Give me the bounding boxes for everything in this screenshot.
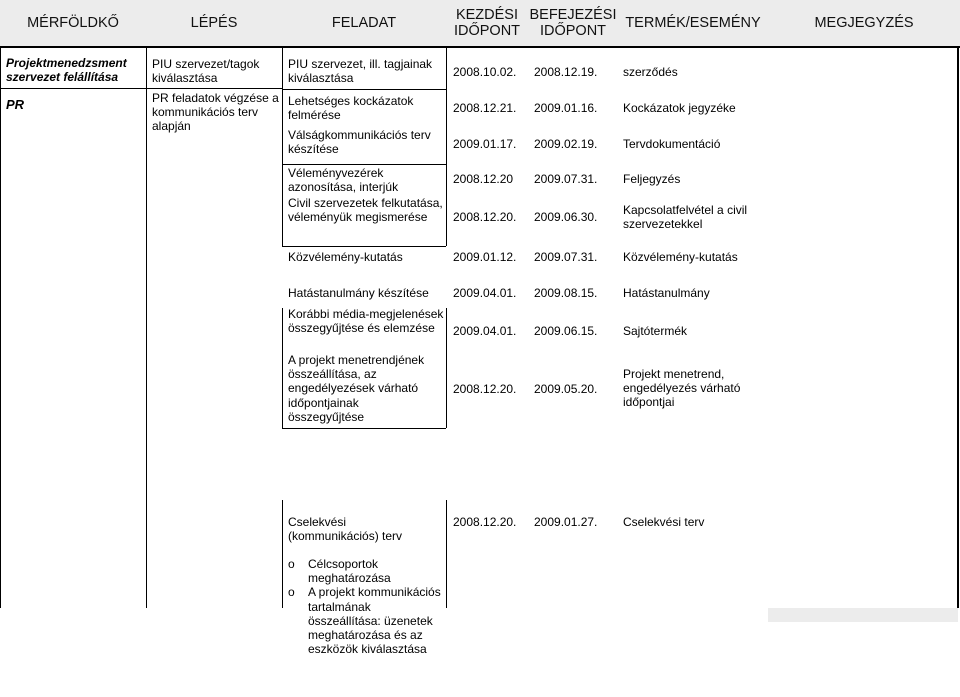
start-date: 2008.12.20.: [453, 515, 517, 529]
grid-line: [446, 500, 447, 608]
bullet-text: A projekt kommunikációs tartalmának összeállítása: üzenetek meghatározása és az eszközök kiválasztása: [308, 585, 441, 657]
product-event: Kapcsolatfelvétel a civil szervezetekkel: [623, 203, 748, 232]
grid-line: [282, 89, 446, 90]
grid-line: [446, 308, 447, 428]
start-date: 2008.10.02.: [453, 65, 517, 79]
product-event: szerződés: [623, 65, 678, 79]
grid-line: [0, 46, 1, 608]
end-date: 2009.07.31.: [534, 250, 598, 264]
end-date: 2009.01.27.: [534, 515, 598, 529]
start-date: 2009.01.17.: [453, 137, 517, 151]
bullet-item: [268, 557, 446, 585]
task-impact-study: Hatástanulmány készítése: [288, 286, 429, 300]
grid-line: [446, 46, 447, 246]
start-date: 2008.12.20: [453, 172, 514, 186]
step-pr-tasks: PR feladatok végzése a kommunikációs terv alapján: [152, 91, 279, 134]
start-date: 2008.12.20.: [453, 210, 517, 224]
end-date: 2008.12.19.: [534, 65, 598, 79]
end-date: 2009.05.20.: [534, 382, 598, 396]
product-event: Cselekvési terv: [623, 515, 705, 529]
header-notes: MEGJEGYZÉS: [814, 15, 914, 31]
step-piu-selection: PIU szervezet/tagok kiválasztása: [152, 57, 260, 86]
start-date: 2008.12.20.: [453, 382, 517, 396]
action-plan-bullets: [268, 557, 446, 656]
task-crisis-plan: Válságkommunikációs terv készítése: [288, 128, 431, 157]
end-date: 2009.08.15.: [534, 286, 598, 300]
end-date: 2009.06.15.: [534, 324, 598, 338]
end-date: 2009.02.19.: [534, 137, 598, 151]
product-event: Projekt menetrend, engedélyezés várható időpontjai: [623, 367, 741, 410]
task-civil-organizations: Civil szervezetek felkutatása, véleményük megismerése: [288, 196, 443, 225]
milestone-project-management: Projektmenedzsment szervezet felállítása: [6, 56, 127, 85]
product-event: Közvélemény-kutatás: [623, 250, 738, 264]
task-opinion-leaders: Véleményvezérek azonosítása, interjúk: [288, 166, 399, 195]
task-project-schedule: A projekt menetrendjének összeállítása, az engedélyezések várható időpontjainak összegyűjtése: [288, 353, 425, 424]
grid-line: [957, 46, 959, 608]
header-product-event: TERMÉK/ESEMÉNY: [625, 15, 761, 31]
end-date: 2009.01.16.: [534, 101, 598, 115]
product-event: Kockázatok jegyzéke: [623, 101, 736, 115]
start-date: 2009.04.01.: [453, 324, 517, 338]
milestone-pr: PR: [6, 97, 25, 112]
task-risk-assessment: Lehetséges kockázatok felmérése: [288, 94, 414, 123]
notes-shade: [768, 608, 958, 622]
bullet-text: Célcsoportok meghatározása: [308, 557, 391, 586]
bullet-item: [268, 585, 446, 656]
grid-line: [146, 46, 147, 608]
header-start-date: KEZDÉSI IDŐPONT: [453, 7, 521, 39]
grid-line: [282, 308, 283, 428]
product-event: Feljegyzés: [623, 172, 681, 186]
header-milestone: MÉRFÖLDKŐ: [27, 15, 119, 31]
header-task: FELADAT: [331, 15, 397, 31]
start-date: 2008.12.21.: [453, 101, 517, 115]
grid-line: [282, 164, 446, 165]
bullet-marker: o: [288, 557, 295, 571]
bullet-marker: o: [288, 585, 295, 600]
end-date: 2009.07.31.: [534, 172, 598, 186]
grid-line: [282, 428, 446, 429]
task-public-survey: Közvélemény-kutatás: [288, 250, 403, 264]
product-event: Hatástanulmány: [623, 286, 710, 300]
task-piu-members: PIU szervezet, ill. tagjainak kiválasztása: [288, 57, 433, 86]
grid-line: [0, 46, 960, 48]
start-date: 2009.04.01.: [453, 286, 517, 300]
product-event: Sajtótermék: [623, 324, 688, 338]
grid-line: [282, 246, 446, 247]
start-date: 2009.01.12.: [453, 250, 517, 264]
grid-line: [0, 88, 282, 89]
header-step: LÉPÉS: [190, 15, 238, 31]
header-end-date: BEFEJEZÉSI IDŐPONT: [529, 7, 617, 39]
task-action-plan: Cselekvési (kommunikációs) terv: [288, 515, 403, 544]
product-event: Tervdokumentáció: [623, 137, 721, 151]
end-date: 2009.06.30.: [534, 210, 598, 224]
task-media-coverage: Korábbi média-megjelenések összegyűjtése és elemzése: [288, 307, 444, 336]
grid-line: [282, 46, 283, 246]
